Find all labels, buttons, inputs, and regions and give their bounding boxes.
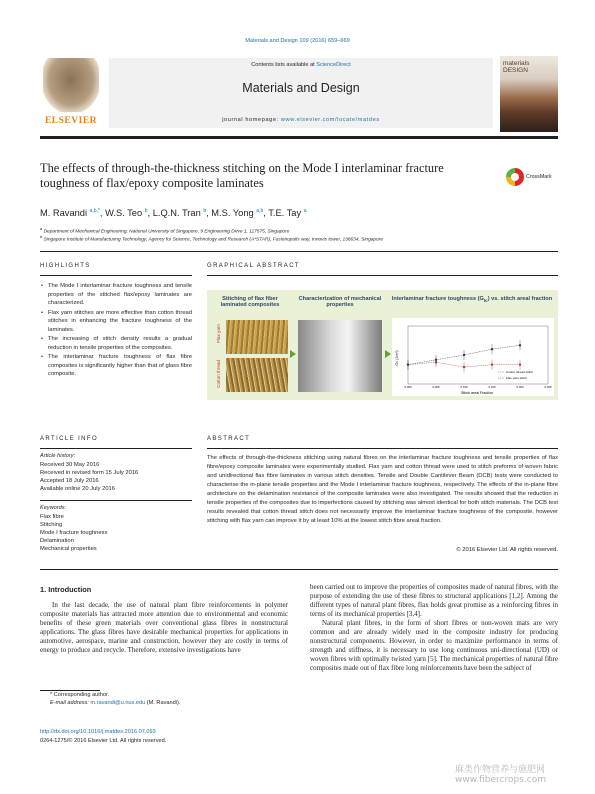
footnote-rule (40, 690, 100, 691)
affiliation-b (40, 234, 560, 243)
journal-title: Materials and Design (242, 81, 360, 95)
contents-prefix: Contents lists available at (251, 62, 317, 68)
author[interactable] (40, 208, 100, 218)
highlights-rule (40, 275, 192, 276)
affiliation-text: Singapore Institute of Manufacturing Technology, Agency for Science, Technology and Research (A*STAR), Fusionopolis way, Innovis tower, 138634, Singapore (43, 237, 384, 243)
paper-title: The effects of through-the-thickness stitching on the Mode I interlaminar fracture toughness of flax/epoxy composite laminates (40, 161, 444, 190)
doi-link[interactable]: http://dx.doi.org/10.1016/j.matdes.2016.07.093 (40, 729, 156, 735)
highlight-item: • Flax yarn stitches are more effective than cotton thread stitches in enhancing the fracture toughness of the laminates. (40, 309, 192, 335)
highlight-item: • The Mode I interlaminar fracture toughness and tensile properties of the stitched flax/epoxy laminates are characterized. (40, 282, 192, 308)
keyword: Delamination (40, 538, 74, 544)
homepage-link[interactable]: www.elsevier.com/locate/matdes (280, 117, 380, 123)
data-point (491, 363, 493, 365)
chart-plot-area (405, 326, 552, 389)
keyword: Mechanical properties (40, 546, 97, 552)
abstract-rule (207, 448, 558, 449)
email-link[interactable]: m.ravandi@u.nus.edu (90, 700, 146, 706)
ga-arrow-icon (385, 350, 391, 358)
author-affiliation-marker: a,b,* (89, 208, 100, 214)
history-label: Article history: (40, 453, 76, 459)
author-name: L.Q.N. Tran (152, 208, 201, 219)
history-accepted: Accepted 18 July 2016 (40, 478, 99, 484)
graphical-abstract-rule (207, 275, 558, 276)
author-name: M. Ravandi (40, 208, 88, 219)
affiliation-text: Department of Mechanical Engineering, National University of Singapore, 9 Engineering Drive 1, 117575, Singapore (43, 229, 290, 235)
ga-panel-mechanical-title: Characterization of mechanical properties (298, 296, 382, 308)
footnote-email-label: E-mail address: (50, 700, 91, 706)
graphical-abstract-heading: GRAPHICAL ABSTRACT (207, 263, 300, 269)
highlight-item: • The increasing of stitch density results a gradual reduction in tensile properties of the composites. (40, 335, 192, 352)
crossmark-icon-center (511, 173, 519, 181)
ga-panel-toughness-title-tail: ) vs. stitch areal fraction (487, 296, 553, 302)
abstract-text: The effects of through-the-thickness stitching using natural fibres on the interlaminar fracture toughness and tensile properties of flax fibre/epoxy composite laminates were experimentally studied. Flax yarn and cotton thread were used to stitch preforms of woven fabric and unidirectional flax fibre laminates in various stitch densities. Tensile and Double Cantilever Beam (DCB) tests were conducted to characterise the in-plane tensile properties and the Mode I interlaminar fracture toughness, respectively. The effects of the in-plane fibre architecture on the delamination resistance of the composite laminates were also investigated. The results showed that the reduction in tensile properties of the composites due to imperfections caused by stitching was almost identical for both stitch materials. The DCB test results revealed that cotton thread stitch does not necessarily improve the interlaminar fracture toughness of the composite, however stitching with flax yarn can improve it by at least 10% at the lowest stitch fibre areal fraction. (207, 455, 558, 525)
ga-panel-toughness-title-sub: Ic (483, 298, 488, 304)
chart-ylabel-unit: (J/m²) (395, 350, 399, 361)
legend-cotton-label: Cotton thread stitch (506, 370, 533, 375)
footnote-email (50, 700, 180, 706)
keyword: Mode I fracture toughness (40, 530, 108, 536)
affiliation-rule (40, 251, 558, 252)
chart-frame (408, 326, 548, 384)
x-tick-label: 0.015 (488, 385, 496, 389)
chart-ylabel-sub: Ic (396, 360, 399, 363)
body-paragraph: been carried out to improve the properties of composites made of natural fibres, with the purpose of extending the use of these fibres to structural applications [1,2]. Among the different types of natural plant fibres, flax holds great promise as a reinforcing fibres in terms of its mechanical properties [3,4]. (310, 583, 558, 619)
contents-line (109, 62, 493, 68)
article-info-heading: ARTICLE INFO (40, 436, 99, 442)
ga-panel-toughness-title (390, 296, 554, 303)
highlights-list (40, 282, 192, 380)
x-tick-label: 0.000 (404, 385, 412, 389)
author[interactable] (153, 208, 206, 218)
affiliation-mark: b (40, 234, 43, 239)
ga-panel-toughness-title-text: Interlaminar fracture toughness (G (391, 296, 484, 302)
section-heading-introduction: 1. Introduction (40, 585, 92, 594)
chart-legend (498, 370, 533, 380)
author-name: T.E. Tay (268, 208, 302, 219)
crossmark-label[interactable]: CrossMark (526, 174, 552, 180)
ga-flax-stitched-photo (226, 320, 288, 354)
highlights-heading: HIGHLIGHTS (40, 263, 91, 269)
x-tick-label: 0.010 (460, 385, 468, 389)
author[interactable] (105, 208, 147, 218)
author-name: M.S. Yong (211, 208, 254, 219)
data-point (519, 363, 521, 365)
ga-panel-stitching-title: Stitching of flax fiber laminated composites (220, 296, 280, 308)
keyword: Flax fibre (40, 514, 64, 520)
data-point (407, 363, 409, 365)
data-point (435, 359, 437, 361)
affiliation-mark: a (40, 226, 43, 231)
ga-toughness-chart (392, 318, 554, 396)
elsevier-tree-logo (43, 58, 99, 112)
highlight-item: • The interlaminar fracture toughness of flax fibre composites is significantly higher than that of glass fibre composite. (40, 353, 192, 379)
homepage-prefix: journal homepage: (222, 117, 281, 123)
data-point (491, 348, 493, 350)
data-point (519, 344, 521, 346)
author-affiliation-marker: b (203, 208, 207, 214)
history-received: Received 30 May 2016 (40, 462, 100, 468)
author-name: W.S. Teo (105, 208, 143, 219)
legend-flax-label: Flax yarn stitch (506, 376, 527, 381)
author-affiliation-marker: b (144, 208, 148, 214)
history-revised: Received in revised form 15 July 2016 (40, 470, 139, 476)
footnote-email-tail: (M. Ravandi). (145, 700, 181, 706)
keywords-label: Keywords: (40, 505, 67, 511)
keyword: Stitching (40, 522, 63, 528)
author[interactable] (268, 208, 306, 218)
abstract-end-rule (40, 569, 558, 570)
data-point (463, 366, 465, 368)
article-info-rule (40, 448, 192, 449)
elsevier-logo: ELSEVIER (44, 116, 98, 126)
journal-reference[interactable]: Materials and Design 109 (2016) 659–669 (245, 38, 350, 44)
x-tick-label: 0.020 (516, 385, 524, 389)
header-rule (40, 136, 558, 139)
author-affiliation-marker: a,b (256, 208, 264, 214)
data-point (463, 354, 465, 356)
footnote-corresponding-author: * Corresponding author. (50, 692, 110, 698)
ga-cotton-thread-label: Cotton thread (216, 360, 221, 388)
abstract-heading: ABSTRACT (207, 436, 251, 442)
history-online: Available online 20 July 2016 (40, 486, 115, 492)
author[interactable] (211, 208, 263, 218)
x-tick-label: 0.005 (432, 385, 440, 389)
ga-mechanical-test-photo (298, 320, 382, 392)
x-tick-label: 0.025 (544, 385, 552, 389)
author-affiliation-marker: a (303, 208, 307, 214)
sciencedirect-link[interactable]: ScienceDirect (316, 62, 351, 68)
body-column-right (310, 583, 558, 673)
homepage-line (109, 117, 493, 123)
chart-ylabel-text: G (395, 362, 399, 366)
body-paragraph: Natural plant fibres, in the form of short fibres or non-woven mats are very common and are already widely used in the composite industry for producing nonstructural components. However, in order to maximize performance in terms of strength and stiffness, it is necessary to use long continuous uni-directional (UD) or woven fibres with optimally twisted yarn [5]. The mechanical properties of natural fibre composites made out of flax fibre long reinforcements have been the subject of (310, 619, 558, 673)
author-list: M. Ravandi $^{a,b,*}$, W.S. Teo $^b$, L.Q.N. Tran $^b$, M.S. Yong $^{a,b}$, T.E. Tay $^a$ (40, 208, 307, 219)
chart-xlabel: Stitch areal Fraction (461, 391, 493, 395)
body-column-left: In the last decade, the use of natural plant fibre reinforcements in polymer composite materials has attracted more attention due to environmental and economic benefits of these green materials over conventional glass fibres in nonstructural applications. The glass fibres have desirable mechanical properties for applications in automotive, aerospace, marine and construction, however they are costly in terms of energy to produce and recycle. Therefore, extensive investigations have (40, 601, 288, 655)
ga-flax-yarn-label: Flax yarn (216, 324, 221, 343)
journal-cover-title: materials DESIGN (503, 60, 530, 74)
ga-arrow-icon (290, 350, 296, 358)
ga-cotton-stitched-photo (226, 358, 288, 392)
ga-chart-svg (392, 318, 554, 396)
site-watermark: 麻类作物营养与施肥网 www.fibercrops.com (455, 765, 546, 785)
abstract-copyright: © 2016 Elsevier Ltd. All rights reserved. (456, 547, 558, 553)
chart-ylabel (395, 350, 399, 365)
issn-line: 0264-1275/© 2016 Elsevier Ltd. All rights reserved. (40, 738, 167, 744)
